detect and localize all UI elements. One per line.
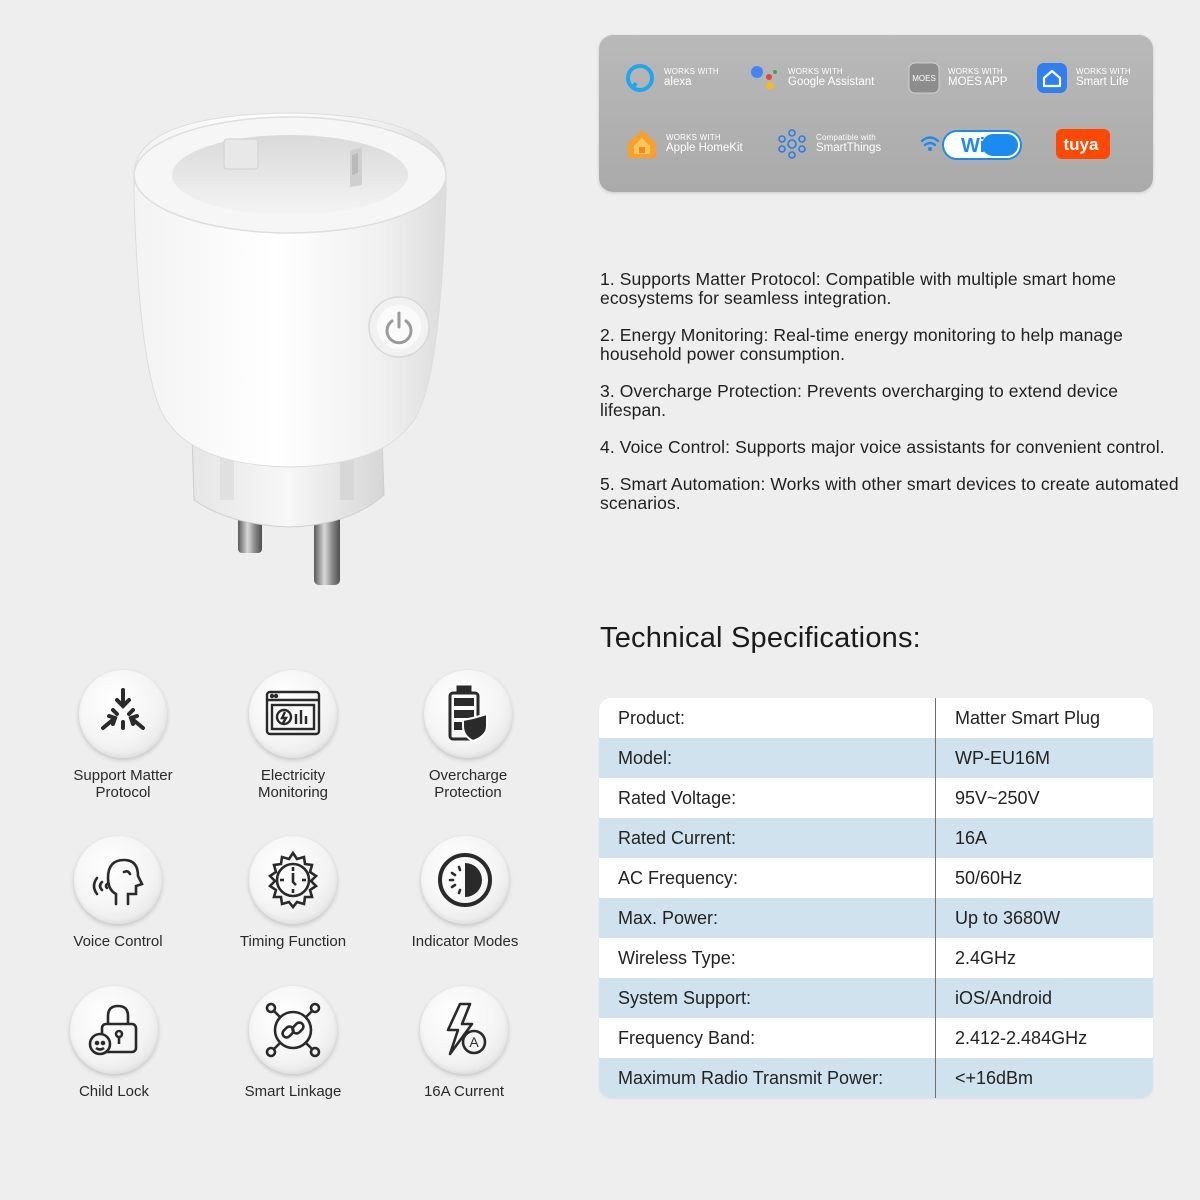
feature-tile-indicator [375, 836, 555, 950]
feature-tile-timing [203, 836, 383, 950]
badge-alexa [623, 61, 719, 95]
badge-alexa-big: alexa [664, 75, 692, 88]
badge-alexa-small: WORKS WITH [664, 66, 719, 76]
spec-row [599, 738, 1153, 778]
badge-apple-homekit [625, 127, 743, 161]
timing-icon [249, 836, 337, 924]
feature-item: 2. Energy Monitoring: Real-time energy monitoring to help manage household power consumption. [600, 325, 1123, 364]
badge-google-assistant [747, 61, 874, 95]
alexa-icon [623, 61, 657, 95]
overcharge-protection-icon [424, 670, 512, 758]
wifi-logo [919, 129, 1023, 161]
feature-tile-16a-current [374, 986, 554, 1100]
feature-tile-label: 16A Current [423, 1083, 505, 1100]
badge-smartthings-big: SmartThings [816, 141, 882, 154]
spec-row [599, 698, 1153, 738]
badge-smart-life [1035, 61, 1131, 95]
feature-item: 3. Overcharge Protection: Prevents overcharging to extend device lifespan. [600, 381, 1119, 420]
badge-homekit-big: Apple HomeKit [666, 141, 743, 154]
smart-plug-product-image [100, 95, 480, 595]
spec-key: Wireless Type: [599, 938, 936, 978]
feature-item: 5. Smart Automation: Works with other smart devices to create automated scenarios. [600, 474, 1179, 513]
smart-life-icon [1035, 61, 1069, 95]
spec-key: System Support: [599, 978, 936, 1018]
badge-google-big: Google Assistant [788, 75, 875, 88]
feature-item: 4. Voice Control: Supports major voice assistants for convenient control. [600, 437, 1165, 457]
spec-key: Rated Voltage: [599, 778, 936, 818]
indicator-modes-icon [421, 836, 509, 924]
badge-tuya [1055, 128, 1111, 160]
spec-row [599, 978, 1153, 1018]
spec-value: 16A [955, 827, 988, 848]
current-16a-icon [420, 986, 508, 1074]
spec-row [599, 778, 1153, 818]
feature-tile-electricity [203, 670, 383, 801]
child-lock-icon [70, 986, 158, 1074]
feature-tile-child-lock [24, 986, 204, 1100]
spec-row [599, 818, 1153, 858]
badge-moes-small: WORKS WITH [948, 66, 1003, 76]
spec-row [599, 858, 1153, 898]
spec-key: Maximum Radio Transmit Power: [599, 1058, 936, 1098]
badge-moes-app [907, 61, 1007, 95]
moes-app-icon [907, 61, 941, 95]
spec-value: Up to 3680W [955, 907, 1061, 928]
badge-google-small: WORKS WITH [788, 66, 843, 76]
wifi-logo-text: WiFi [960, 135, 1004, 157]
google-assistant-icon [747, 61, 781, 95]
compatibility-panel [599, 35, 1153, 192]
spec-key: Max. Power: [599, 898, 936, 938]
badge-smartthings-small: Compatible with [816, 132, 876, 142]
feature-tile-label: Overcharge Protection [428, 767, 508, 801]
voice-control-icon [74, 836, 162, 924]
spec-row [599, 898, 1153, 938]
feature-tile-label: Smart Linkage [244, 1083, 342, 1100]
smartthings-icon [775, 127, 809, 161]
spec-value: iOS/Android [955, 987, 1053, 1008]
feature-tile-label: Timing Function [239, 933, 347, 950]
spec-heading: Technical Specifications: [600, 622, 921, 654]
apple-homekit-icon [625, 127, 659, 161]
badge-smartthings [775, 127, 881, 161]
current-16a-icon-text: A [469, 1034, 479, 1050]
feature-tile-voice [28, 836, 208, 950]
badge-smart-life-big: Smart Life [1076, 75, 1129, 88]
feature-tile-label: Voice Control [73, 933, 163, 950]
tuya-logo-text: tuya [1063, 135, 1099, 154]
badge-smart-life-small: WORKS WITH [1076, 66, 1131, 76]
feature-tile-label: Indicator Modes [411, 933, 519, 950]
feature-tile-label: Child Lock [78, 1083, 150, 1100]
matter-icon [79, 670, 167, 758]
spec-row [599, 1058, 1153, 1098]
electricity-monitoring-icon [249, 670, 337, 758]
spec-value: 2.4GHz [955, 947, 1017, 968]
spec-value: 2.412-2.484GHz [955, 1027, 1088, 1048]
feature-tile-smart-linkage [203, 986, 383, 1100]
badge-moes-big: MOES APP [948, 75, 1008, 88]
badge-wifi [919, 129, 1023, 161]
feature-tile-label: Electricity Monitoring [257, 767, 329, 801]
spec-key: Product: [599, 698, 936, 738]
feature-tile-overcharge [378, 670, 558, 801]
spec-row [599, 938, 1153, 978]
spec-key: Model: [599, 738, 936, 778]
spec-table [599, 698, 1153, 1098]
feature-item: 1. Supports Matter Protocol: Compatible with multiple smart home ecosystems for seamless integration. [600, 269, 1117, 308]
feature-tile-label: Support Matter Protocol [73, 767, 173, 801]
spec-row [599, 1018, 1153, 1058]
spec-key: Frequency Band: [599, 1018, 936, 1058]
spec-key: AC Frequency: [599, 858, 936, 898]
smart-linkage-icon [249, 986, 337, 1074]
spec-value: 95V~250V [955, 787, 1040, 808]
spec-value: WP-EU16M [955, 747, 1051, 768]
spec-value: Matter Smart Plug [955, 707, 1101, 728]
spec-key: Rated Current: [599, 818, 936, 858]
moes-logo-text: MOES [912, 74, 936, 83]
tuya-logo [1055, 128, 1111, 160]
feature-list [600, 270, 1180, 531]
feature-tile-matter [33, 670, 213, 801]
badge-homekit-small: WORKS WITH [666, 132, 721, 142]
spec-value: 50/60Hz [955, 867, 1023, 888]
spec-value: <+16dBm [955, 1067, 1034, 1088]
